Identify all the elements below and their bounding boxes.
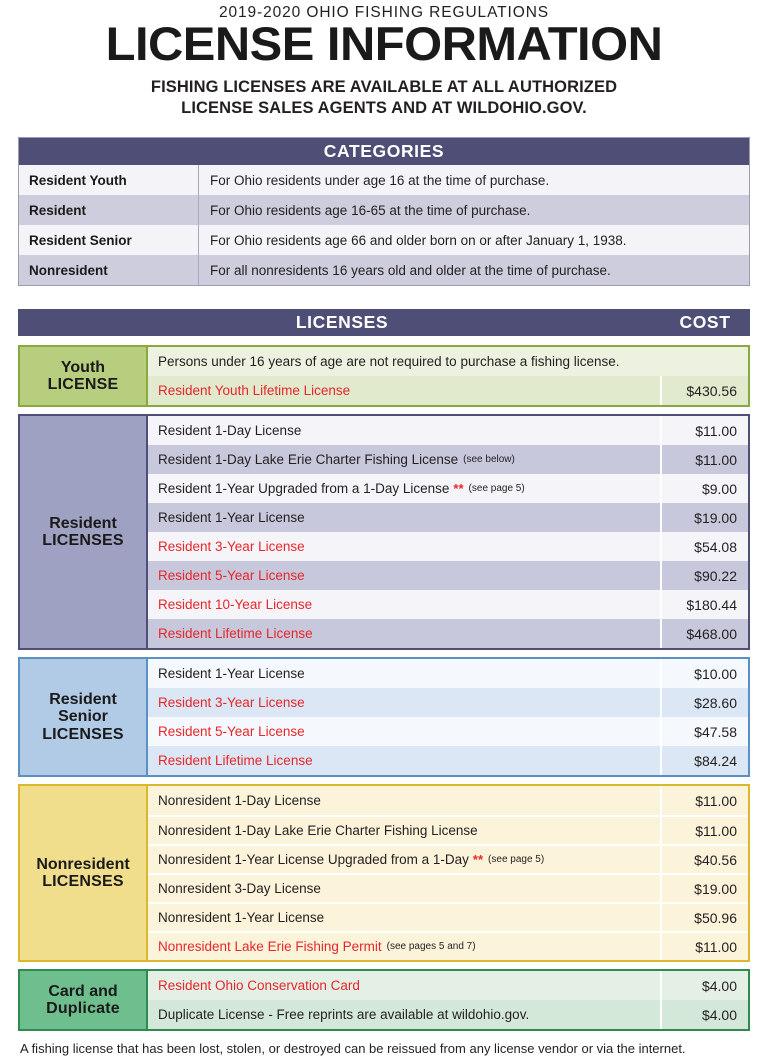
license-group-label-line2: LICENSE: [47, 376, 119, 394]
category-label: Resident Youth: [19, 165, 199, 195]
footnote-asterisk: **: [472, 852, 484, 868]
licenses-heading: LICENSES: [295, 312, 389, 333]
license-group: [18, 657, 750, 777]
license-row: [148, 902, 748, 931]
license-name-text: Resident 1-Year Upgraded from a 1-Day License: [158, 481, 450, 497]
license-cost: $430.56: [660, 376, 748, 405]
footnote-asterisk: **: [453, 481, 464, 497]
license-name: [148, 474, 660, 503]
license-row: [148, 815, 748, 844]
category-row: [19, 225, 749, 255]
license-cost: $47.58: [660, 717, 748, 746]
license-name: [148, 717, 660, 746]
license-group-label-line1: Card and: [48, 982, 118, 1000]
license-name-text: Resident Lifetime License: [158, 753, 313, 769]
page-title: LICENSE INFORMATION: [105, 17, 663, 71]
license-row: [148, 590, 748, 619]
license-name: [148, 971, 660, 1000]
license-group: [18, 969, 750, 1031]
license-name: [148, 619, 660, 648]
license-rows: [148, 347, 748, 405]
license-cost: $180.44: [660, 590, 748, 619]
footnote: A fishing license that has been lost, stolen, or destroyed can be reissued from any license vendor or via the internet.: [20, 1041, 686, 1056]
license-row: [148, 474, 748, 503]
license-cost: $11.00: [660, 817, 748, 844]
license-cost: $90.22: [660, 561, 748, 590]
license-name: [148, 817, 660, 844]
category-row: [19, 165, 749, 195]
license-cost: $84.24: [660, 746, 748, 775]
license-group: [18, 345, 750, 407]
availability-notice: [18, 77, 750, 119]
license-cost: $468.00: [660, 619, 748, 648]
license-name-text: Resident 1-Day License: [158, 423, 302, 439]
license-name-text: Resident 10-Year License: [158, 597, 313, 613]
license-name-note: (see pages 5 and 7): [386, 941, 476, 953]
license-cost: $11.00: [660, 416, 748, 445]
license-name: [148, 590, 660, 619]
availability-notice-line2: LICENSE SALES AGENTS AND AT WILDOHIO.GOV.: [181, 99, 587, 118]
category-label: Nonresident: [19, 255, 199, 285]
license-name: [148, 933, 660, 960]
license-name: [148, 688, 660, 717]
license-name-text: Nonresident 1-Year License: [158, 910, 325, 926]
license-cost: $28.60: [660, 688, 748, 717]
license-row: [148, 873, 748, 902]
license-cost: $9.00: [660, 474, 748, 503]
license-name-text: Resident 5-Year License: [158, 724, 305, 740]
license-name-note: (see page 5): [488, 854, 545, 866]
license-group-label-line2: LICENSES: [42, 873, 124, 891]
license-row: [148, 688, 748, 717]
license-row: [148, 532, 748, 561]
license-row: [148, 347, 748, 376]
license-row: [148, 619, 748, 648]
license-name: [148, 347, 660, 376]
license-name: [148, 1000, 660, 1029]
license-row: [148, 659, 748, 688]
license-name: [148, 376, 660, 405]
license-group-label: [20, 971, 148, 1029]
license-cost: $40.56: [660, 846, 748, 873]
category-label: Resident Senior: [19, 225, 199, 255]
license-name-text: Resident 1-Year License: [158, 666, 305, 682]
license-name-text: Resident 5-Year License: [158, 568, 305, 584]
license-name: [148, 445, 660, 474]
license-name-text: Resident 3-Year License: [158, 695, 305, 711]
license-group-label-line2: LICENSES: [42, 532, 124, 550]
categories-heading: CATEGORIES: [323, 141, 445, 162]
category-row: [19, 255, 749, 285]
license-row: [148, 376, 748, 405]
license-name-note: (see below): [463, 454, 515, 466]
license-rows: [148, 416, 748, 648]
license-row: [148, 416, 748, 445]
license-name-text: Nonresident Lake Erie Fishing Permit: [158, 939, 382, 955]
license-group-label: [20, 659, 148, 775]
license-name-text: Resident Lifetime License: [158, 626, 313, 642]
license-name-text: Nonresident 1-Year License Upgraded from a 1-Day: [158, 852, 469, 868]
license-cost: $10.00: [660, 659, 748, 688]
category-description: For all nonresidents 16 years old and older at the time of purchase.: [210, 262, 611, 278]
license-name-text: Resident 1-Year License: [158, 510, 305, 526]
license-group-label-line1b: Senior: [58, 708, 108, 726]
license-rows: [148, 971, 748, 1029]
license-cost: $4.00: [660, 971, 748, 1000]
license-cost: $19.00: [660, 503, 748, 532]
license-group: [18, 414, 750, 650]
license-name-text: Duplicate License - Free reprints are available at wildohio.gov.: [158, 1007, 530, 1023]
license-group-label-line1: Resident: [49, 514, 117, 532]
license-name: [148, 875, 660, 902]
license-cost: $11.00: [660, 933, 748, 960]
category-description: For Ohio residents under age 16 at the time of purchase.: [210, 172, 550, 188]
license-name: [148, 503, 660, 532]
license-cost: $4.00: [660, 1000, 748, 1029]
license-group-label-line2: Duplicate: [46, 1000, 120, 1018]
license-group-label: [20, 416, 148, 648]
license-cost: $54.08: [660, 532, 748, 561]
categories-table: [18, 137, 750, 286]
license-cost: $50.96: [660, 904, 748, 931]
kicker-text: 2019-2020 OHIO FISHING REGULATIONS: [218, 4, 550, 21]
availability-notice-line1: FISHING LICENSES ARE AVAILABLE AT ALL AUTHORIZED: [150, 78, 618, 97]
license-row: [148, 786, 748, 815]
categories-table-header: [19, 138, 749, 165]
license-name: [148, 561, 660, 590]
license-name: [148, 786, 660, 815]
license-row: [148, 445, 748, 474]
license-row: [148, 971, 748, 1000]
category-description: For Ohio residents age 16-65 at the time of purchase.: [210, 202, 531, 218]
licenses-table: [18, 309, 750, 1031]
license-row: [148, 717, 748, 746]
page-header: [18, 0, 750, 119]
license-cost: $19.00: [660, 875, 748, 902]
license-name-note: (see page 5): [468, 483, 525, 495]
license-cost: $11.00: [660, 445, 748, 474]
licenses-table-header: [18, 309, 750, 336]
license-group-label-line1: Nonresident: [36, 855, 130, 873]
license-row: [148, 844, 748, 873]
license-name-text: Resident Youth Lifetime License: [158, 383, 351, 399]
categories-table-body: [19, 165, 749, 285]
license-row: [148, 503, 748, 532]
license-group-label: [20, 786, 148, 960]
category-label: Resident: [19, 195, 199, 225]
license-name-text: Resident 3-Year License: [158, 539, 305, 555]
license-name-text: Nonresident 1-Day Lake Erie Charter Fishing License: [158, 823, 478, 839]
license-row: [148, 561, 748, 590]
license-name: [148, 846, 660, 873]
license-group-label-line1: Youth: [60, 358, 106, 376]
license-row: [148, 746, 748, 775]
license-name-text: Resident Ohio Conservation Card: [158, 978, 360, 994]
cost-heading: COST: [679, 312, 731, 333]
category-row: [19, 195, 749, 225]
licenses-table-body: [18, 345, 750, 1031]
license-name-text: Nonresident 3-Day License: [158, 881, 321, 897]
license-name-text: Resident 1-Day Lake Erie Charter Fishing License: [158, 452, 459, 468]
license-name: [148, 416, 660, 445]
license-group-label: [20, 347, 148, 405]
license-group-label-line2: LICENSES: [42, 726, 124, 744]
license-group-label-line1: Resident: [49, 690, 117, 708]
license-row: [148, 931, 748, 960]
license-cost: [660, 347, 748, 376]
license-name: [148, 659, 660, 688]
license-cost: $11.00: [660, 786, 748, 815]
license-group: [18, 784, 750, 962]
category-description: For Ohio residents age 66 and older born on or after January 1, 1938.: [210, 232, 627, 248]
license-name: [148, 532, 660, 561]
license-name-text: Persons under 16 years of age are not required to purchase a fishing license.: [158, 354, 620, 370]
license-name: [148, 904, 660, 931]
license-rows: [148, 786, 748, 960]
license-row: [148, 1000, 748, 1029]
license-rows: [148, 659, 748, 775]
license-name: [148, 746, 660, 775]
license-name-text: Nonresident 1-Day License: [158, 793, 321, 809]
